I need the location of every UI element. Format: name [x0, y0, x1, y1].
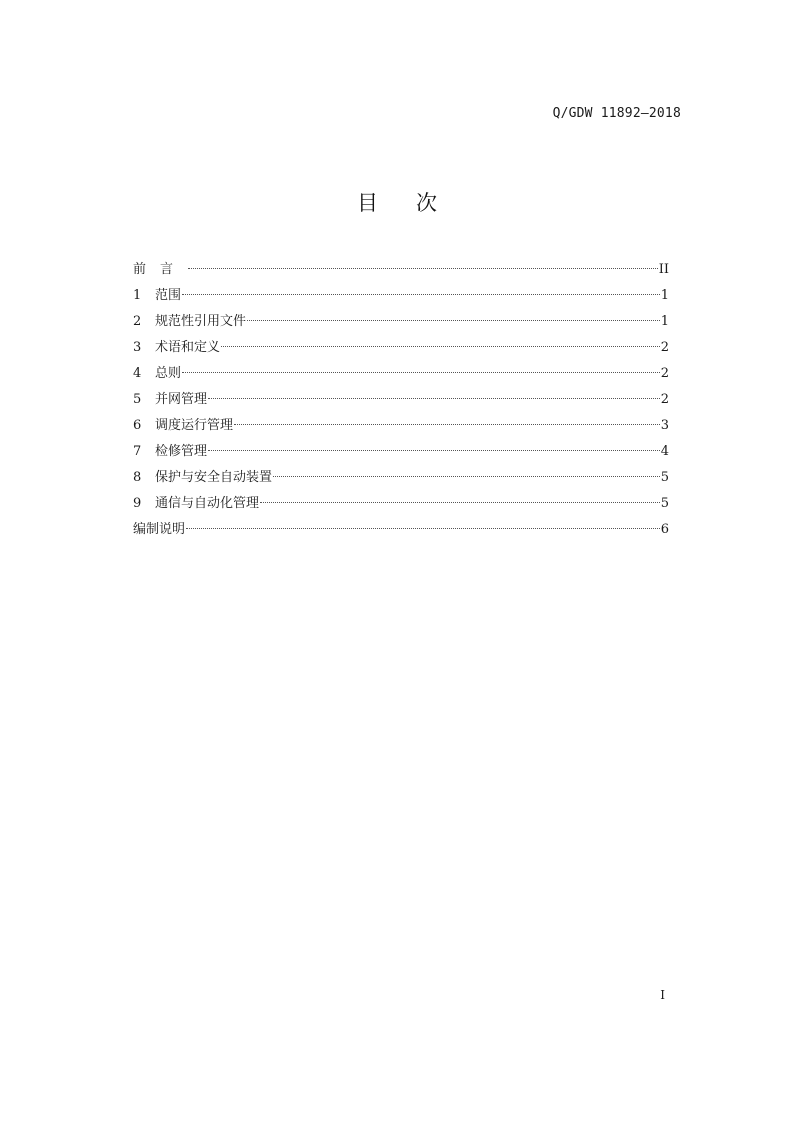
toc-entry-page: 5: [660, 496, 669, 511]
dot-leader: [234, 424, 660, 425]
toc-entry-number: 6: [133, 418, 142, 433]
toc-entry-foreword[interactable]: [133, 259, 669, 285]
toc-entry-page: 4: [660, 444, 669, 459]
toc-entry-9[interactable]: [133, 493, 669, 519]
dot-leader: [182, 294, 660, 295]
toc-entry-label: 保护与安全自动装置: [155, 470, 273, 485]
toc-entry-1[interactable]: [133, 285, 669, 311]
toc-title: [0, 187, 794, 217]
toc-entry-page: 2: [660, 366, 669, 381]
toc-entry-label: 总则: [155, 366, 182, 381]
toc-entry-number: 8: [133, 470, 142, 485]
toc-title-char-2: 次: [416, 191, 437, 215]
dot-leader: [186, 528, 660, 529]
toc-entry-page: II: [658, 262, 669, 277]
toc-entry-number: 4: [133, 366, 142, 381]
toc-entry-label: 检修管理: [155, 444, 208, 459]
toc-entry-label: 编制说明: [133, 522, 186, 537]
toc-entry-7[interactable]: [133, 441, 669, 467]
dot-leader: [273, 476, 660, 477]
toc-entry-explanation[interactable]: [133, 519, 669, 545]
toc-entry-label: 前言: [133, 262, 188, 277]
toc-entry-label: 范围: [155, 288, 182, 303]
toc-entry-label: 通信与自动化管理: [155, 496, 260, 511]
toc-entry-page: 1: [660, 314, 669, 329]
toc-entry-number: 2: [133, 314, 142, 329]
toc-entry-6[interactable]: [133, 415, 669, 441]
toc-entry-label: 规范性引用文件: [155, 314, 247, 329]
dot-leader: [208, 450, 660, 451]
toc-entry-page: 1: [660, 288, 669, 303]
toc-entry-page: 5: [660, 470, 669, 485]
dot-leader: [208, 398, 660, 399]
toc-entry-4[interactable]: [133, 363, 669, 389]
dot-leader: [247, 320, 660, 321]
table-of-contents: [133, 259, 669, 545]
dot-leader: [188, 268, 658, 269]
toc-entry-8[interactable]: [133, 467, 669, 493]
toc-entry-number: 5: [133, 392, 142, 407]
toc-entry-number: 1: [133, 288, 142, 303]
toc-entry-number: 3: [133, 340, 142, 355]
toc-entry-label: 并网管理: [155, 392, 208, 407]
toc-entry-page: 2: [660, 392, 669, 407]
toc-entry-2[interactable]: [133, 311, 669, 337]
toc-entry-label: 调度运行管理: [155, 418, 234, 433]
dot-leader: [221, 346, 660, 347]
toc-entry-page: 3: [660, 418, 669, 433]
toc-entry-label: 术语和定义: [155, 340, 221, 355]
toc-entry-page: 2: [660, 340, 669, 355]
dot-leader: [260, 502, 660, 503]
toc-title-char-1: 目: [357, 191, 378, 215]
toc-entry-number: 9: [133, 496, 142, 511]
dot-leader: [182, 372, 660, 373]
toc-entry-5[interactable]: [133, 389, 669, 415]
toc-entry-number: 7: [133, 444, 142, 459]
document-code: Q/GDW 11892—2018: [552, 106, 681, 121]
toc-entry-3[interactable]: [133, 337, 669, 363]
toc-entry-page: 6: [660, 522, 669, 537]
page-number: I: [660, 988, 665, 1002]
